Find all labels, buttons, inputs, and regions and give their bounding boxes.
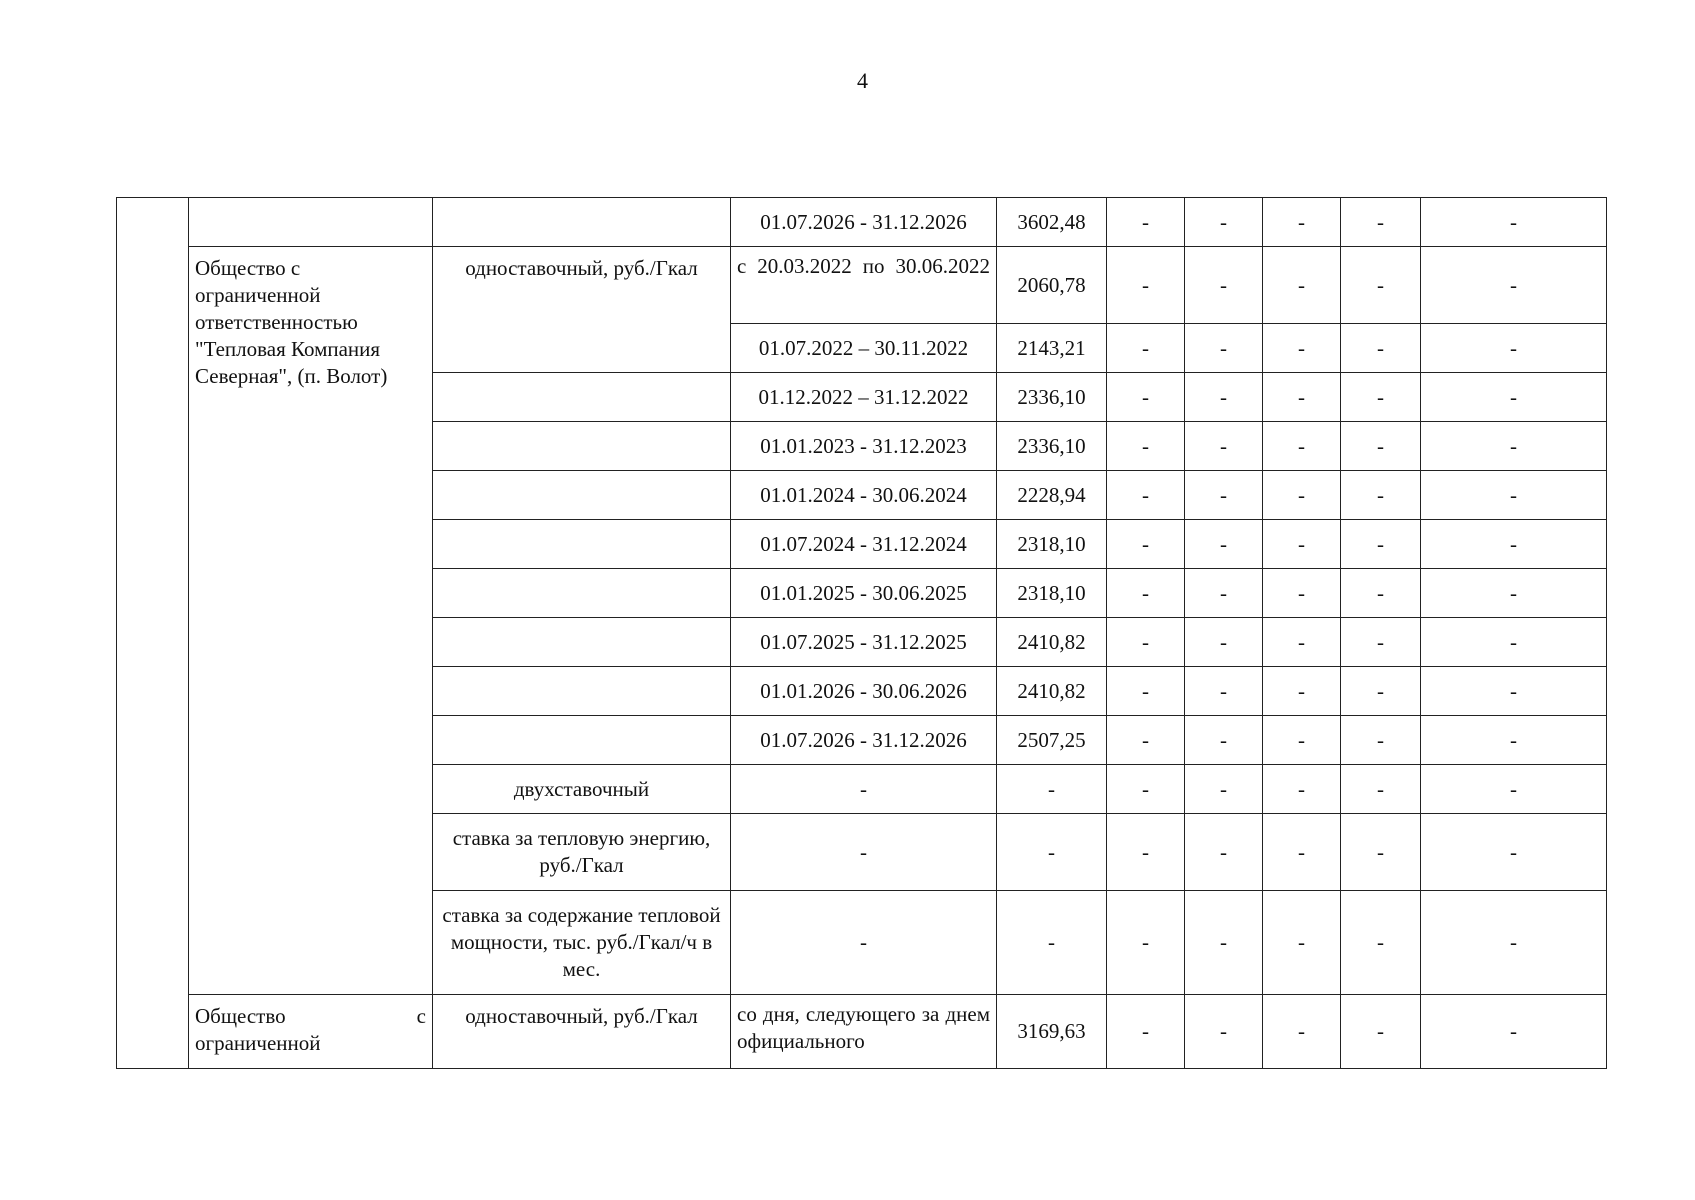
tariff-value-cell: 2410,82 [997,667,1107,716]
dash-cell: - [1421,422,1607,471]
dash-cell: - [1263,618,1341,667]
period-cell: 01.01.2024 - 30.06.2024 [731,471,997,520]
dash-cell: - [1107,569,1185,618]
dash-cell: - [1185,373,1263,422]
period-cell: 01.01.2026 - 30.06.2026 [731,667,997,716]
tariff-value-cell: 2228,94 [997,471,1107,520]
period-cell: - [731,891,997,995]
dash-cell: - [1107,471,1185,520]
dash-cell: - [1263,716,1341,765]
dash-cell: - [1263,667,1341,716]
tariff-type-cell-empty [433,373,731,422]
index-column-cell [117,198,189,1069]
dash-cell: - [1185,667,1263,716]
tariff-type-cell-empty [433,422,731,471]
tariff-type-cell-empty [433,618,731,667]
dash-cell: - [1341,814,1421,891]
dash-cell: - [1185,891,1263,995]
tariff-type-cell-empty [433,520,731,569]
dash-cell: - [1263,765,1341,814]
tariff-type-cell: ставка за содержание тепловой мощности, тыс. руб./Гкал/ч в мес. [433,891,731,995]
dash-cell: - [1107,373,1185,422]
dash-cell: - [1107,324,1185,373]
tariff-type-cell: двухставочный [433,765,731,814]
dash-cell: - [1421,716,1607,765]
table-row [117,247,1607,324]
dash-cell: - [1107,814,1185,891]
dash-cell: - [1341,198,1421,247]
period-cell: с 20.03.2022 по 30.06.2022 [731,247,997,324]
dash-cell: - [1263,471,1341,520]
dash-cell: - [1341,471,1421,520]
tariff-value-cell: 2336,10 [997,422,1107,471]
dash-cell: - [1185,814,1263,891]
tariff-value-cell: - [997,814,1107,891]
dash-cell: - [1185,765,1263,814]
tariff-value-cell: 2336,10 [997,373,1107,422]
dash-cell: - [1185,618,1263,667]
dash-cell: - [1185,324,1263,373]
dash-cell: - [1341,422,1421,471]
dash-cell: - [1263,569,1341,618]
period-cell: - [731,814,997,891]
period-cell: 01.07.2022 – 30.11.2022 [731,324,997,373]
dash-cell: - [1185,422,1263,471]
tariff-value-cell: 2143,21 [997,324,1107,373]
tariff-value-cell: 2060,78 [997,247,1107,324]
dash-cell: - [1421,520,1607,569]
tariff-table [116,197,1607,1069]
dash-cell: - [1185,471,1263,520]
dash-cell: - [1341,716,1421,765]
dash-cell: - [1341,667,1421,716]
dash-cell: - [1421,471,1607,520]
dash-cell: - [1341,520,1421,569]
period-cell: 01.07.2024 - 31.12.2024 [731,520,997,569]
dash-cell: - [1421,247,1607,324]
dash-cell: - [1263,520,1341,569]
dash-cell: - [1263,891,1341,995]
dash-cell: - [1341,247,1421,324]
dash-cell: - [1263,198,1341,247]
dash-cell: - [1185,247,1263,324]
table-row [117,995,1607,1069]
dash-cell: - [1185,995,1263,1069]
dash-cell: - [1107,995,1185,1069]
period-cell: - [731,765,997,814]
tariff-type-cell-empty [433,667,731,716]
dash-cell: - [1341,324,1421,373]
dash-cell: - [1185,569,1263,618]
dash-cell: - [1263,995,1341,1069]
tariff-type-cell: одноставочный, руб./Гкал [433,247,731,373]
tariff-value-cell: - [997,891,1107,995]
dash-cell: - [1263,422,1341,471]
tariff-value-cell: - [997,765,1107,814]
tariff-value-cell: 3602,48 [997,198,1107,247]
dash-cell: - [1107,198,1185,247]
tariff-type-cell: одноставочный, руб./Гкал [433,995,731,1069]
dash-cell: - [1421,995,1607,1069]
tariff-value-cell: 2318,10 [997,520,1107,569]
dash-cell: - [1107,520,1185,569]
dash-cell: - [1421,569,1607,618]
dash-cell: - [1421,765,1607,814]
dash-cell: - [1107,422,1185,471]
dash-cell: - [1421,814,1607,891]
period-cell: 01.01.2023 - 31.12.2023 [731,422,997,471]
dash-cell: - [1341,891,1421,995]
tariff-value-cell: 3169,63 [997,995,1107,1069]
tariff-type-cell-empty [433,716,731,765]
dash-cell: - [1421,198,1607,247]
org-cell-empty [189,198,433,247]
organization-name-cell: Общество с ограниченной ответственностью "Тепловая Компания Северная", (п. Волот) [189,247,433,995]
dash-cell: - [1421,618,1607,667]
dash-cell: - [1263,373,1341,422]
period-cell: 01.01.2025 - 30.06.2025 [731,569,997,618]
dash-cell: - [1107,618,1185,667]
tariff-type-cell-empty [433,569,731,618]
dash-cell: - [1107,716,1185,765]
dash-cell: - [1107,765,1185,814]
dash-cell: - [1185,716,1263,765]
page-number: 4 [857,68,868,93]
dash-cell: - [1421,891,1607,995]
dash-cell: - [1421,324,1607,373]
dash-cell: - [1107,891,1185,995]
organization-name-cell: Общество с ограниченной [189,995,433,1069]
table-row [117,198,1607,247]
dash-cell: - [1341,765,1421,814]
period-cell: 01.12.2022 – 31.12.2022 [731,373,997,422]
tariff-type-cell-empty [433,198,731,247]
dash-cell: - [1185,198,1263,247]
dash-cell: - [1263,247,1341,324]
dash-cell: - [1185,520,1263,569]
period-cell: со дня, следующего за днем официального [731,995,997,1069]
period-cell: 01.07.2025 - 31.12.2025 [731,618,997,667]
dash-cell: - [1341,618,1421,667]
dash-cell: - [1107,247,1185,324]
dash-cell: - [1341,569,1421,618]
dash-cell: - [1421,373,1607,422]
tariff-value-cell: 2507,25 [997,716,1107,765]
dash-cell: - [1107,667,1185,716]
tariff-type-cell: ставка за тепловую энергию, руб./Гкал [433,814,731,891]
tariff-value-cell: 2318,10 [997,569,1107,618]
dash-cell: - [1421,667,1607,716]
dash-cell: - [1341,995,1421,1069]
period-cell: 01.07.2026 - 31.12.2026 [731,716,997,765]
period-cell: 01.07.2026 - 31.12.2026 [731,198,997,247]
dash-cell: - [1263,324,1341,373]
tariff-value-cell: 2410,82 [997,618,1107,667]
tariff-type-cell-empty [433,471,731,520]
dash-cell: - [1341,373,1421,422]
dash-cell: - [1263,814,1341,891]
